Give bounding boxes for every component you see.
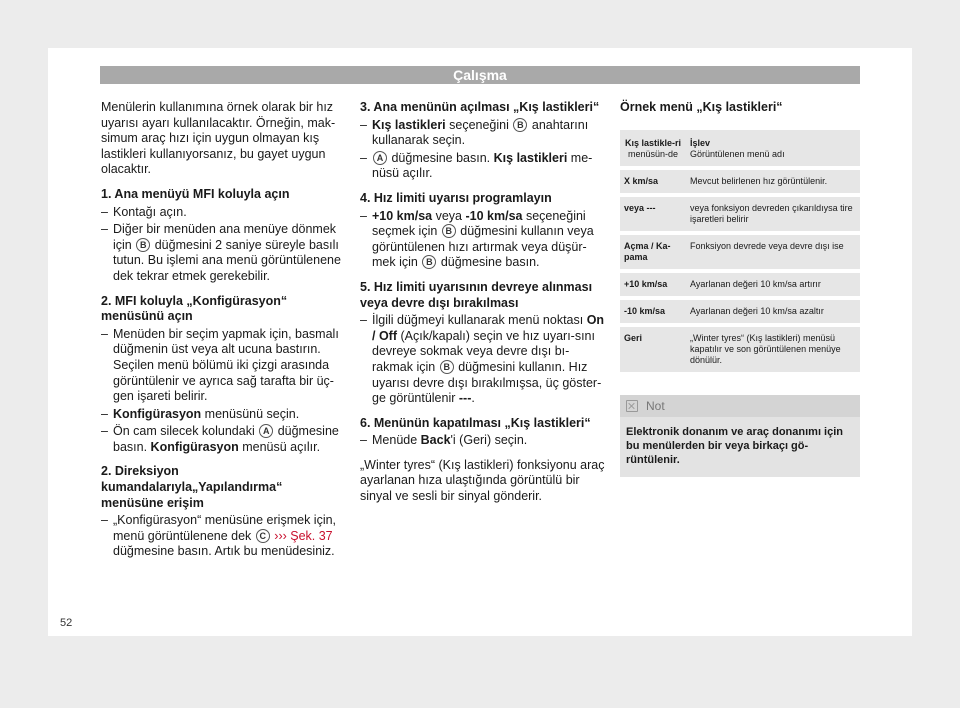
- menu-name: Kış lastikleri: [372, 117, 446, 132]
- step-4-title: 4. Hız limiti uyarısı programlayın: [360, 190, 552, 205]
- table-row: [620, 170, 860, 193]
- text: anahtarını kullanarak seçin.: [372, 117, 589, 148]
- step-5: [360, 280, 605, 407]
- step-4: [360, 191, 605, 271]
- text: menüsün-de: [627, 148, 679, 159]
- step-2b-item-1: [101, 513, 341, 560]
- step-2: [101, 294, 341, 456]
- text: Ön cam silecek kolundaki: [113, 424, 255, 439]
- step-3: [360, 100, 605, 182]
- text: .: [471, 391, 475, 406]
- option: Back: [420, 433, 451, 448]
- marker-a-icon: A: [373, 151, 387, 165]
- step-3-title: 3. Ana menünün açılması „Kış lastikleri“: [360, 100, 600, 114]
- table-row: [620, 197, 860, 231]
- menu-name: Konfigürasyon: [150, 439, 239, 454]
- step-2-item-1: [101, 327, 341, 405]
- step-1-title: 1. Ana menüyü MFI koluyla açın: [101, 186, 290, 201]
- header-key-cell: [620, 130, 686, 166]
- note-header: [620, 395, 860, 417]
- text: Kontağı açın.: [113, 204, 187, 219]
- text: düğmesini kullanın. Hız uyarısı devre dışı bırakılmışsa, üç göster-ge görüntülenir: [372, 359, 602, 406]
- step-3-item-1: [360, 118, 605, 149]
- section-header: Çalışma: [100, 66, 860, 84]
- row-value: veya fonksiyon devreden çıkarıldıysa tire işaretleri belirir: [686, 197, 860, 231]
- text: Menüden bir seçim yapmak için, basmalı düğmenin üst veya alt ucuna bastırın. Seçilen menü bölümü iki çizgi arasında görüntülenir ve ayrıca sağ tarafta bir üç-gen işareti belirir.: [113, 326, 339, 404]
- step-4-item-1: [360, 209, 605, 271]
- text: Menüde: [372, 433, 421, 448]
- column-1: [101, 100, 341, 569]
- text: Diğer bir menüden ana menüye dönmek için: [113, 222, 337, 252]
- marker-a-icon: A: [259, 424, 273, 438]
- option: -10 km/sa: [465, 208, 523, 223]
- text: düğmesini kullanın veya görüntülenen hızı artırmak veya düşür-mek için: [372, 224, 594, 270]
- step-1-item-2: [101, 222, 341, 284]
- step-6-title: 6. Menünün kapatılması „Kış lastikleri“: [360, 415, 591, 430]
- table-row: [620, 273, 860, 296]
- row-key: X km/sa: [620, 170, 686, 193]
- column-2: [360, 100, 605, 514]
- text: veya: [432, 208, 466, 223]
- text: me-nüsü açılır.: [372, 150, 593, 181]
- text: 'i (Geri) seçin.: [450, 433, 528, 448]
- example-menu-table: [620, 126, 860, 376]
- text: düğmesine basın. Artık bu menüdesiniz.: [113, 544, 335, 559]
- intro-paragraph: Menülerin kullanımına örnek olarak bir hız uyarısı ayarı kullanılacaktır. Örneğin, mak-simum araç hızı için uygun olmayan kış lastikleri kullanıyorsanız, bu gayet uygun olacaktır.: [101, 100, 336, 177]
- text: Görüntülenen menü adı: [690, 148, 785, 159]
- page-number: 52: [60, 617, 73, 629]
- row-value: Fonksiyon devrede veya devre dışı ise: [686, 235, 860, 269]
- dashes: ---: [458, 391, 472, 406]
- table-row: [620, 235, 860, 269]
- option: +10 km/sa: [372, 208, 433, 223]
- text: menüsü açılır.: [238, 439, 321, 454]
- text: Kış lastikle-ri: [624, 137, 682, 148]
- row-value: Ayarlanan değeri 10 km/sa azaltır: [686, 300, 860, 323]
- row-value: Ayarlanan değeri 10 km/sa artırır: [686, 273, 860, 296]
- row-key: +10 km/sa: [620, 273, 686, 296]
- marker-b-icon: B: [513, 118, 527, 132]
- row-key: Geri: [620, 327, 686, 372]
- marker-b-icon: B: [440, 360, 454, 374]
- closing-paragraph: „Winter tyres“ (Kış lastikleri) fonksiyonu araç ayarlanan hıza ulaştığında görüntülü bir sinyal ve sesli bir sinyal gönderir.: [360, 457, 605, 504]
- step-3-item-2: [360, 151, 605, 182]
- table-row: [620, 300, 860, 323]
- marker-b-icon: B: [422, 255, 436, 269]
- figure-reference-link[interactable]: ››› Şek. 37: [274, 528, 333, 543]
- text: düğmesini 2 saniye süreyle basılı tutun. Bu işlemi ana menü görüntülenene dek tekrar etmek gerekebilir.: [113, 237, 341, 283]
- marker-c-icon: C: [256, 529, 270, 543]
- note-title: Not: [646, 399, 665, 413]
- row-key: veya ---: [620, 197, 686, 231]
- step-2-item-2: [101, 407, 341, 423]
- header-value-cell: [686, 130, 860, 166]
- step-5-item-1: [360, 313, 605, 407]
- note-icon: [626, 400, 638, 412]
- text: seçeneğini seçmek için: [372, 208, 586, 239]
- text: düğmesine basın.: [113, 424, 339, 454]
- text: (Açık/kapalı) seçin ve hız uyarı-sını devreye sokmak veya devre dışı bı-rakmak için: [372, 328, 595, 374]
- text: düğmesine basın.: [440, 255, 540, 270]
- row-value: Mevcut belirlenen hız görüntülenir.: [686, 170, 860, 193]
- note-body: Elektronik donanım ve araç donanımı için bu menülerden bir veya birkaçı gö-rüntülenir.: [626, 426, 844, 466]
- step-2b: [101, 464, 341, 560]
- step-6-item-1: [360, 433, 605, 449]
- text: İşlev: [690, 137, 711, 148]
- marker-b-icon: B: [136, 238, 150, 252]
- text: menüsünü seçin.: [201, 406, 300, 421]
- row-value: „Winter tyres“ (Kış lastikleri) menüsü kapatılır ve son görüntülenen menüye dönülür.: [686, 327, 860, 372]
- example-menu-title: Örnek menü „Kış lastikleri“: [620, 100, 783, 114]
- note-box: [620, 395, 860, 477]
- text: İlgili düğmeyi kullanarak menü noktası: [372, 313, 587, 328]
- row-key: -10 km/sa: [620, 300, 686, 323]
- text: düğmesine basın.: [391, 150, 491, 165]
- step-5-title: 5. Hız limiti uyarısının devreye alınması veya devre dışı bırakılması: [360, 279, 593, 310]
- table-row: [620, 327, 860, 372]
- step-2b-title: 2. Direksiyon kumandalarıyla„Yapılandırma“ menüsüne erişim: [101, 464, 283, 510]
- table-header-row: [620, 130, 860, 166]
- option: On / Off: [372, 313, 605, 343]
- step-2-title: 2. MFI koluyla „Konfigürasyon“ menüsünü açın: [101, 293, 288, 324]
- marker-b-icon: B: [442, 224, 456, 238]
- step-2-item-3: [101, 424, 341, 455]
- step-6: [360, 416, 605, 449]
- text: „Konfigürasyon“ menüsüne erişmek için, menü görüntülenene dek: [113, 513, 337, 543]
- step-1: [101, 187, 341, 285]
- step-1-item-1: [101, 205, 341, 221]
- menu-name: Kış lastikleri: [493, 150, 568, 165]
- column-3: [620, 100, 860, 376]
- row-key: Açma / Ka-pama: [620, 235, 686, 269]
- menu-name: Konfigürasyon: [113, 406, 202, 421]
- text: seçeneğini: [445, 117, 509, 132]
